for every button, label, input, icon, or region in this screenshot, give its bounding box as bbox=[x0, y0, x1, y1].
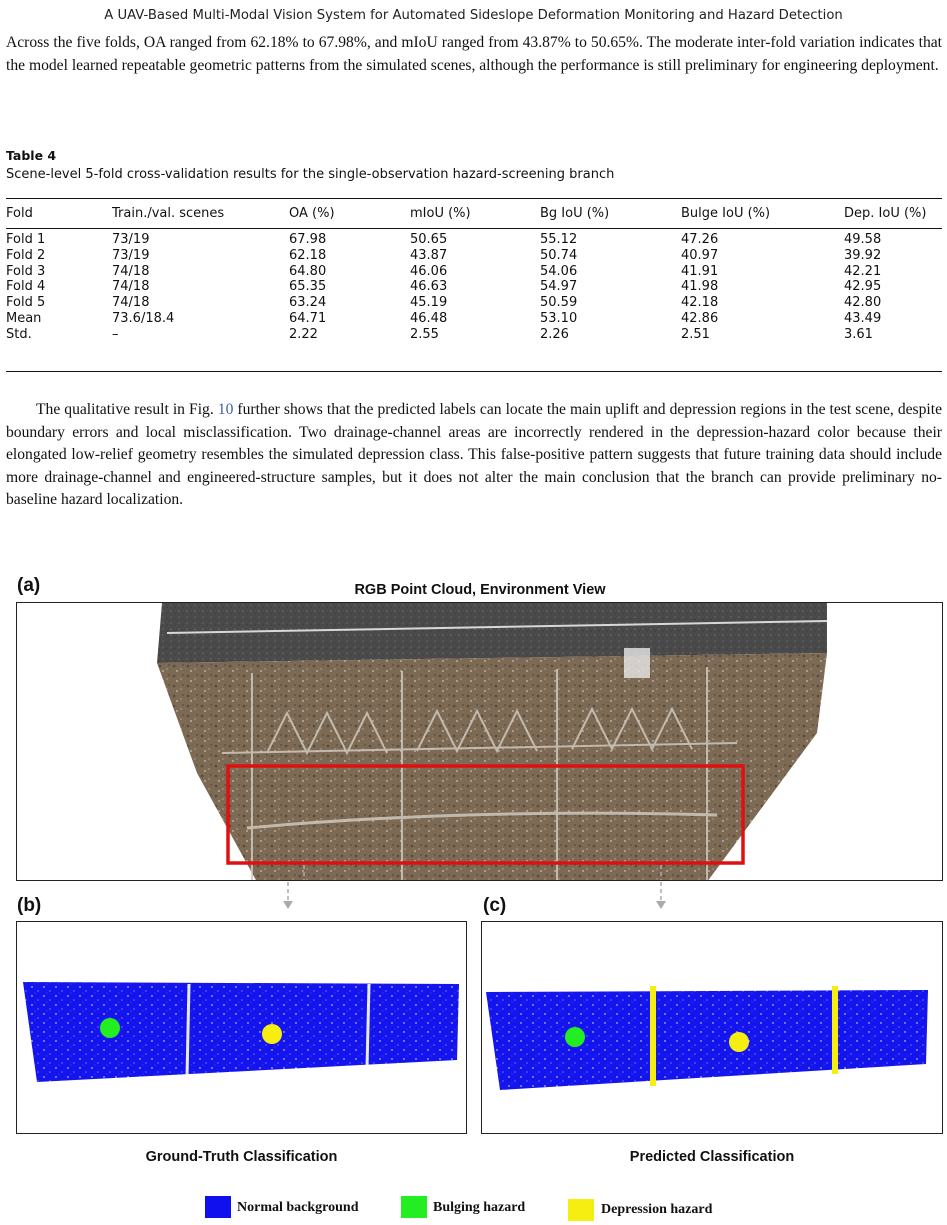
panel-a-title: RGB Point Cloud, Environment View bbox=[354, 582, 606, 598]
table-cell: Mean bbox=[6, 310, 42, 326]
table-row bbox=[6, 264, 942, 280]
panel-a-label: (a) bbox=[17, 575, 41, 596]
table-cell: 64.71 bbox=[289, 310, 327, 326]
table-cell: 42.95 bbox=[844, 279, 882, 295]
table-cell: 49.58 bbox=[844, 232, 882, 247]
table-cell: 73/19 bbox=[112, 232, 150, 247]
legend-swatch-bulging bbox=[401, 1196, 427, 1218]
table-cell: 42.86 bbox=[681, 310, 719, 326]
table-cell: 42.21 bbox=[844, 263, 882, 279]
table-cell: 73.6/18.4 bbox=[112, 310, 175, 326]
table-cell: 42.80 bbox=[844, 295, 882, 311]
table-mid-rule bbox=[6, 228, 942, 229]
col-header-bg-iou: Bg IoU (%) bbox=[540, 206, 610, 221]
false-positive-channel-2 bbox=[832, 986, 838, 1074]
col-header-fold: Fold bbox=[6, 206, 33, 221]
table-header-row bbox=[6, 206, 942, 226]
col-header-miou: mIoU (%) bbox=[410, 206, 471, 221]
table-cell: 45.19 bbox=[410, 295, 448, 311]
table-label: Table 4 bbox=[6, 148, 57, 163]
paragraph-qualitative bbox=[6, 399, 942, 512]
panel-c-title: Predicted Classification bbox=[629, 1149, 795, 1165]
bulging-hazard-region bbox=[100, 1018, 120, 1038]
table-caption: Scene-level 5-fold cross-validation results for the single-observation hazard-screening branch bbox=[6, 167, 615, 182]
legend-label-depression: Depression hazard bbox=[601, 1202, 713, 1217]
table-row bbox=[6, 232, 942, 248]
table-cell: 67.98 bbox=[289, 232, 327, 247]
paragraph-cv-text: Across the five folds, OA ranged from 62.18% to 67.98%, and mIoU ranged from 43.87% to 50.65%. The moderate inter-fold variation indicates that the model learned repeatable geometric patterns from the simulated scenes, although the performance is still preliminary for engineering deployment. bbox=[6, 34, 942, 74]
table-cell: 41.98 bbox=[681, 279, 719, 295]
table-cell: 46.63 bbox=[410, 279, 448, 295]
table-cell: 47.26 bbox=[681, 232, 719, 247]
table-cell: 46.06 bbox=[410, 263, 448, 279]
table-cell: 62.18 bbox=[289, 247, 327, 263]
depression-hazard-region bbox=[262, 1024, 282, 1044]
figure-legend bbox=[0, 1196, 947, 1222]
table-cell: 64.80 bbox=[289, 263, 327, 279]
predicted-bulging-region bbox=[565, 1027, 585, 1047]
table-cell: 54.97 bbox=[540, 279, 578, 295]
col-header-bulge-iou: Bulge IoU (%) bbox=[681, 206, 771, 221]
text-segment: further shows that the predicted labels can locate the main uplift and depression regions in the test scene, despite boundary errors and local misclassification. Two drainage-channel areas are incorrectly rendered in the depression-hazard color because their elongated low-relief geometry resembles the simulated depression class. This false-positive pattern suggests that future training data should include more drainage-channel and engineered-structure samples, but it does not alter the main conclusion that the branch can provide preliminary no-baseline hazard localization. bbox=[6, 401, 942, 509]
panel-c-predicted bbox=[481, 921, 943, 1134]
table-cell: 43.49 bbox=[844, 310, 882, 326]
rgb-point-cloud-image bbox=[17, 603, 943, 881]
table-cell: 63.24 bbox=[289, 295, 327, 311]
false-positive-channel-1 bbox=[650, 986, 656, 1086]
predicted-point-cloud bbox=[482, 922, 943, 1134]
table-cell: Fold 2 bbox=[6, 247, 46, 263]
table-cell: 74/18 bbox=[112, 279, 150, 295]
table-cell: 2.26 bbox=[540, 326, 569, 342]
arrow-to-panel-b bbox=[280, 882, 296, 910]
legend-swatch-depression bbox=[568, 1199, 594, 1221]
col-header-scenes: Train./val. scenes bbox=[112, 206, 225, 221]
paragraph-qualitative-text bbox=[6, 399, 942, 512]
ground-truth-point-cloud bbox=[17, 922, 467, 1134]
table-row bbox=[6, 279, 942, 295]
table-cell: 54.06 bbox=[540, 263, 578, 279]
table-cell: 2.55 bbox=[410, 326, 439, 342]
col-header-oa: OA (%) bbox=[289, 206, 335, 221]
table-cell: 55.12 bbox=[540, 232, 578, 247]
table-row bbox=[6, 327, 942, 343]
table-cell: 42.18 bbox=[681, 295, 719, 311]
table-row bbox=[6, 311, 942, 327]
table-cell: 74/18 bbox=[112, 295, 150, 311]
table-cell: 2.51 bbox=[681, 326, 710, 342]
table-cell: 2.22 bbox=[289, 326, 318, 342]
legend-label-normal: Normal background bbox=[237, 1200, 359, 1215]
table-top-rule bbox=[6, 198, 942, 199]
table-cell: Fold 4 bbox=[6, 279, 46, 295]
table-row bbox=[6, 295, 942, 311]
table-body bbox=[6, 232, 942, 343]
table-cell: Fold 5 bbox=[6, 295, 46, 311]
panel-b-title: Ground-Truth Classification bbox=[145, 1149, 338, 1165]
table-cell: 50.65 bbox=[410, 232, 448, 247]
table-cell: Std. bbox=[6, 326, 32, 342]
panel-a-rgb-point-cloud bbox=[16, 602, 943, 881]
table-cell: 43.87 bbox=[410, 247, 448, 263]
legend-label-bulging: Bulging hazard bbox=[433, 1200, 526, 1215]
table-cell: 50.74 bbox=[540, 247, 578, 263]
col-header-dep-iou: Dep. IoU (%) bbox=[844, 206, 927, 221]
table-bottom-rule bbox=[6, 371, 942, 372]
legend-swatch-normal bbox=[205, 1196, 231, 1218]
table-cell: 41.91 bbox=[681, 263, 719, 279]
predicted-depression-region bbox=[729, 1032, 749, 1052]
table-row bbox=[6, 248, 942, 264]
panel-c-label: (c) bbox=[483, 895, 507, 916]
figure-reference-link[interactable]: 10 bbox=[217, 401, 234, 418]
table-cell: 50.59 bbox=[540, 295, 578, 311]
table-cell: 3.61 bbox=[844, 326, 873, 342]
table-cell: 40.97 bbox=[681, 247, 719, 263]
running-header: A UAV-Based Multi-Modal Vision System for Automated Sideslope Deformation Monitoring and Hazard Detection bbox=[104, 8, 843, 23]
panel-b-ground-truth bbox=[16, 921, 467, 1134]
table-cell: 39.92 bbox=[844, 247, 882, 263]
panel-b-label: (b) bbox=[17, 895, 42, 916]
arrow-to-panel-c bbox=[653, 882, 669, 910]
table-cell: 53.10 bbox=[540, 310, 578, 326]
table-cell: 73/19 bbox=[112, 247, 150, 263]
table-cell: Fold 1 bbox=[6, 232, 46, 247]
table-cell: 46.48 bbox=[410, 310, 448, 326]
table-cell: Fold 3 bbox=[6, 263, 46, 279]
paragraph-cv-summary bbox=[6, 32, 942, 77]
table-cell: 74/18 bbox=[112, 263, 150, 279]
table-cell: 65.35 bbox=[289, 279, 327, 295]
text-segment: The qualitative result in Fig. bbox=[36, 401, 218, 418]
table-caption-block bbox=[6, 148, 614, 182]
table-cell: – bbox=[112, 326, 119, 342]
